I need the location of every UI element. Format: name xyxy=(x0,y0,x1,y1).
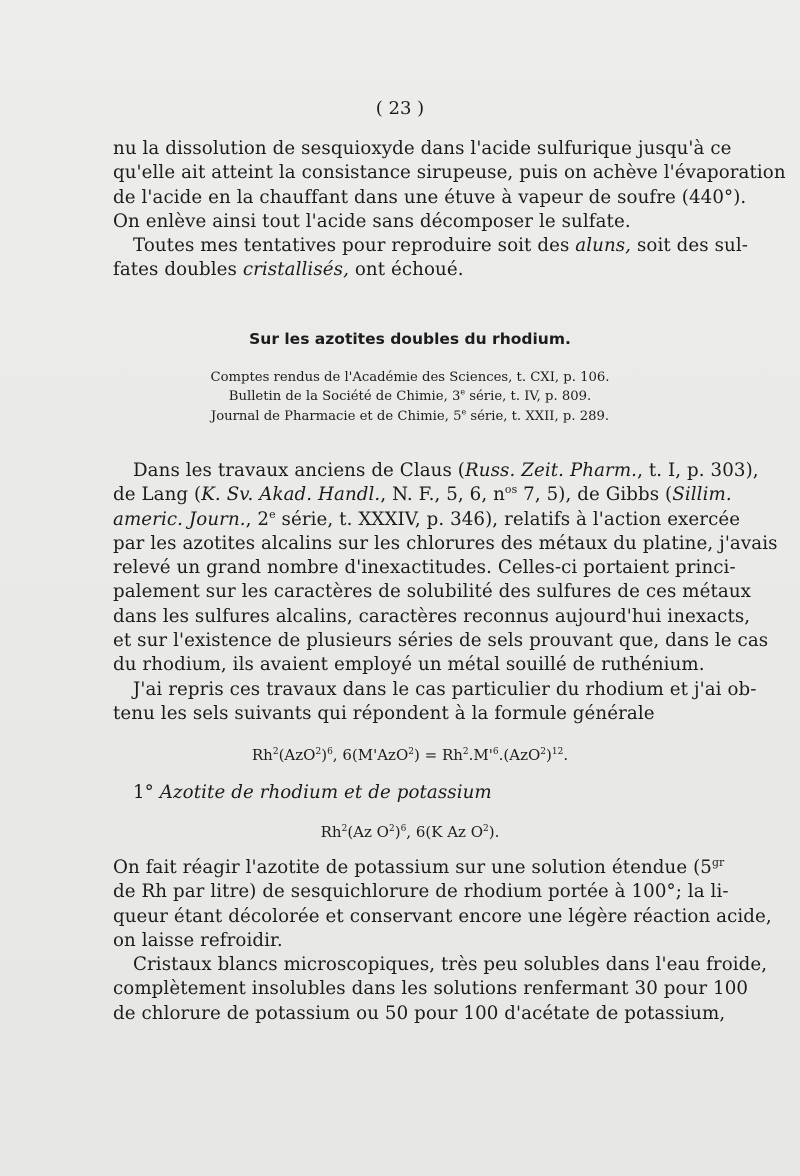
text-line: et sur l'existence de plusieurs séries de sels prouvant que, dans le cas xyxy=(113,630,769,652)
text-line: Cristaux blancs microscopiques, très peu solubles dans l'eau froide, xyxy=(133,954,768,976)
text-line: fates doubles cristallisés, ont échoué. xyxy=(113,259,464,281)
text-line: on laisse refroidir. xyxy=(113,929,283,951)
text-line: americ. Journ., 2e série, t. XXXIV, p. 346), relatifs à l'action exercée xyxy=(113,507,741,530)
text-line: Toutes mes tentatives pour reproduire soit des aluns, soit des sul- xyxy=(133,235,748,257)
general-formula: $Rh^2(AzO^2)^6$, $6(M'AzO^2) = Rh^2.M'^6.(AzO^2)^{12}$. xyxy=(251,746,569,764)
text-line: du rhodium, ils avaient employé un métal souillé de ruthénium. xyxy=(113,654,705,676)
subsection-heading xyxy=(113,781,719,805)
text-line: On enlève ainsi tout l'acide sans décomposer le sulfate. xyxy=(113,210,631,232)
reference-journal: Journal de Pharmacie et de Chimie, 5e série, t. XXII, p. 289. xyxy=(210,407,610,424)
text-line: relevé un grand nombre d'inexactitudes. Celles-ci portaient princi- xyxy=(113,557,736,579)
text-line: nu la dissolution de sesquioxyde dans l'acide sulfurique jusqu'à ce xyxy=(113,138,732,159)
text-line: queur étant décolorée et conservant encore une légère réaction acide, xyxy=(113,905,772,927)
text-line: par les azotites alcalins sur les chlorures des métaux du platine, j'avais xyxy=(113,532,778,554)
text-line: Dans les travaux anciens de Claus (Russ. Zeit. Pharm., t. I, p. 303), xyxy=(133,460,759,481)
text-line: de chlorure de potassium ou 50 pour 100 d'acétate de potassium, xyxy=(113,1002,726,1024)
paragraph-sulfate-preparation xyxy=(113,137,786,283)
paragraph-preparation xyxy=(113,855,772,1026)
text-line: 1° Azotite de rhodium et de potassium xyxy=(133,782,492,803)
reference-bulletin: Bulletin de la Société de Chimie, 3e série, t. IV, p. 809. xyxy=(228,387,592,405)
references-list xyxy=(0,368,800,426)
potassium-formula: Rh$^2$(Az $O^2)^6$, 6(K Az $O^2$). xyxy=(320,823,500,841)
text-line: On fait réagir l'azotite de potassium sur une solution étendue ($5^{gr}$ xyxy=(113,855,725,878)
text-line: palement sur les caractères de solubilité des sulfures de ces métaux xyxy=(113,581,752,603)
text-line: tenu les sels suivants qui répondent à la formule générale xyxy=(113,702,655,724)
text-line: de Rh par litre) de sesquichlorure de rhodium portée à 100°; la li- xyxy=(113,881,729,903)
text-line: J'ai repris ces travaux dans le cas particulier du rhodium et j'ai ob- xyxy=(133,678,757,700)
text-line: complètement insolubles dans les solutions renfermant 30 pour 100 xyxy=(113,978,749,1000)
page-number: ( 23 ) xyxy=(375,98,425,119)
paragraph-previous-work xyxy=(113,459,778,726)
reference-comptes-rendus: Comptes rendus de l'Académie des Sciences, t. CXI, p. 106. xyxy=(210,370,610,385)
text-line: qu'elle ait atteint la consistance sirupeuse, puis on achève l'évaporation xyxy=(113,162,786,184)
section-heading: Sur les azotites doubles du rhodium. xyxy=(249,330,571,348)
text-line: de Lang (K. Sv. Akad. Handl., N. F., 5, 6, $n^{os}$ 7, 5), de Gibbs (Sillim. xyxy=(113,483,732,506)
text-line: de l'acide en la chauffant dans une étuve à vapeur de soufre (440°). xyxy=(113,186,747,208)
text-line: dans les sulfures alcalins, caractères reconnus aujourd'hui inexacts, xyxy=(113,605,751,627)
